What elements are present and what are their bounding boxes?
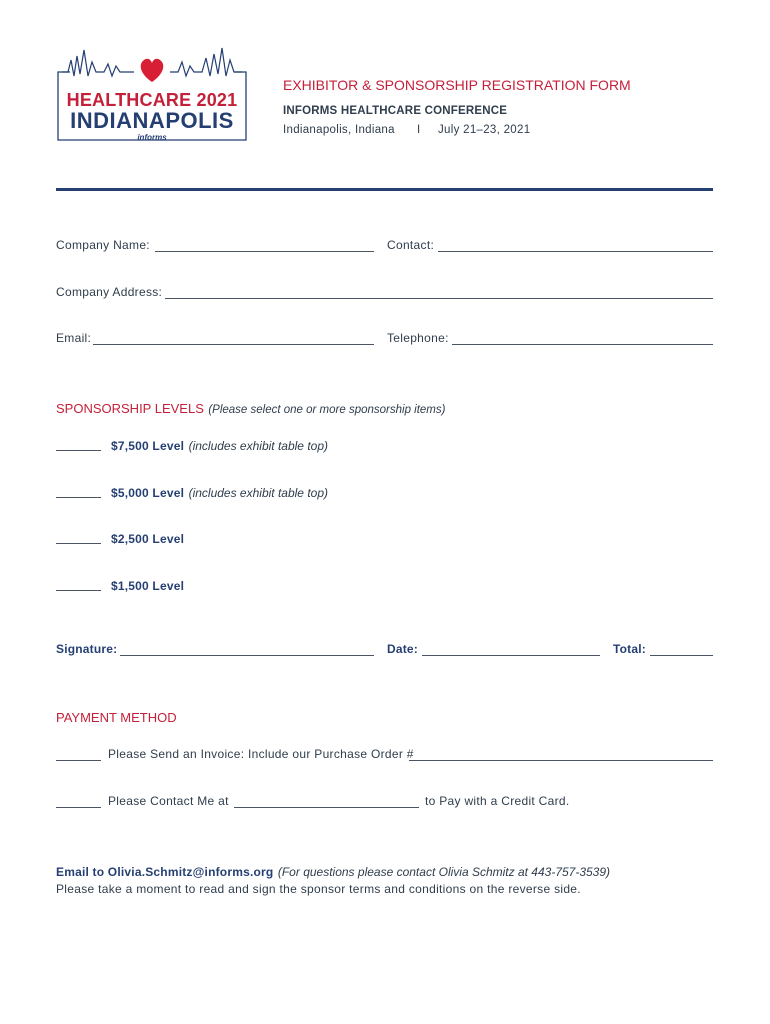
telephone-label: Telephone: bbox=[387, 331, 449, 345]
level-7500-item bbox=[111, 437, 328, 455]
level-1500-item bbox=[111, 577, 184, 595]
invoice-checkbox[interactable] bbox=[56, 760, 101, 761]
contact-me-label: Please Contact Me at bbox=[108, 794, 229, 808]
invoice-label: Please Send an Invoice: Include our Purchase Order # bbox=[108, 747, 414, 761]
questions-note: (For questions please contact Olivia Schmitz at 443-757-3539) bbox=[277, 865, 611, 879]
email-label: Email: bbox=[56, 331, 92, 345]
credit-card-label: to Pay with a Credit Card. bbox=[425, 794, 570, 808]
sponsorship-title: SPONSORSHIP LEVELS bbox=[56, 401, 204, 416]
header-separator: I bbox=[417, 124, 421, 136]
level-note: (includes exhibit table top) bbox=[188, 486, 328, 500]
logo-healthcare-text: HEALTHCARE 2021 bbox=[66, 90, 238, 110]
date-label: Date: bbox=[387, 642, 419, 656]
contact-field[interactable] bbox=[438, 251, 713, 252]
header-divider bbox=[56, 188, 713, 191]
conference-logo bbox=[56, 46, 248, 142]
date-field[interactable] bbox=[422, 655, 600, 656]
level-5000-checkbox[interactable] bbox=[56, 497, 101, 498]
contact-label: Contact: bbox=[387, 238, 435, 252]
contact-phone-field[interactable] bbox=[234, 807, 419, 808]
total-label: Total: bbox=[613, 642, 646, 656]
company-name-field[interactable] bbox=[155, 251, 374, 252]
sponsorship-heading bbox=[56, 400, 445, 418]
level-2500-item bbox=[111, 530, 184, 548]
telephone-field[interactable] bbox=[452, 344, 713, 345]
conference-location: Indianapolis, Indiana bbox=[283, 124, 395, 136]
level-note: (includes exhibit table top) bbox=[188, 439, 328, 453]
logo-informs-text: informs bbox=[137, 133, 167, 142]
reverse-side-note: Please take a moment to read and sign the sponsor terms and conditions on the reverse side. bbox=[56, 882, 581, 896]
total-field[interactable] bbox=[650, 655, 713, 656]
email-link[interactable]: Email to Olivia.Schmitz@informs.org bbox=[56, 865, 274, 879]
level-label: $2,500 Level bbox=[111, 532, 185, 546]
level-label: $7,500 Level bbox=[111, 439, 185, 453]
level-label: $5,000 Level bbox=[111, 486, 185, 500]
form-title: EXHIBITOR & SPONSORSHIP REGISTRATION FORM bbox=[283, 77, 631, 93]
email-field[interactable] bbox=[93, 344, 374, 345]
heart-icon bbox=[141, 59, 164, 82]
level-5000-item bbox=[111, 484, 328, 502]
company-address-label: Company Address: bbox=[56, 285, 163, 299]
payment-method-title: PAYMENT METHOD bbox=[56, 710, 177, 725]
conference-dates: July 21–23, 2021 bbox=[438, 124, 531, 136]
company-address-field[interactable] bbox=[165, 298, 713, 299]
email-instruction bbox=[56, 863, 610, 881]
purchase-order-field[interactable] bbox=[409, 760, 713, 761]
level-2500-checkbox[interactable] bbox=[56, 543, 101, 544]
level-1500-checkbox[interactable] bbox=[56, 590, 101, 591]
heartbeat-right-icon bbox=[170, 48, 242, 76]
company-name-label: Company Name: bbox=[56, 238, 150, 252]
heartbeat-left-icon bbox=[62, 50, 134, 76]
sponsorship-note: (Please select one or more sponsorship items) bbox=[208, 404, 446, 416]
logo-indianapolis-text: INDIANAPOLIS bbox=[70, 108, 234, 133]
level-7500-checkbox[interactable] bbox=[56, 450, 101, 451]
conference-name: INFORMS HEALTHCARE CONFERENCE bbox=[283, 105, 508, 117]
signature-label: Signature: bbox=[56, 642, 118, 656]
level-label: $1,500 Level bbox=[111, 579, 185, 593]
contact-me-checkbox[interactable] bbox=[56, 807, 101, 808]
signature-field[interactable] bbox=[120, 655, 374, 656]
